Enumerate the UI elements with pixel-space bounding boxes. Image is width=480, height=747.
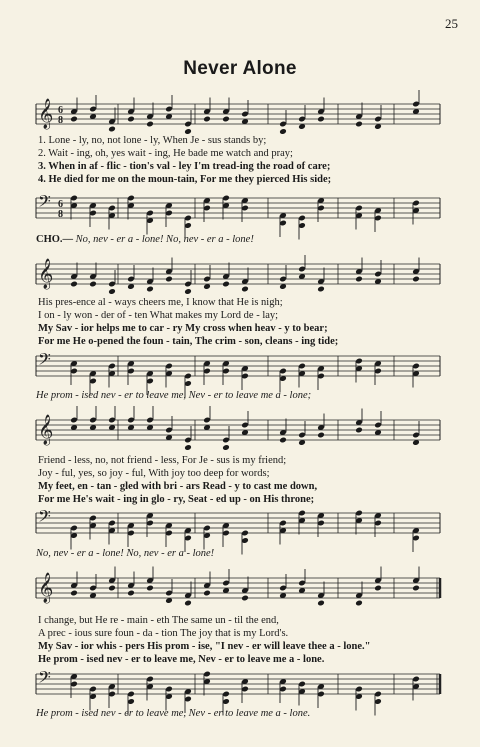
verse-1-line-2: His pres-ence al - ways cheers me, I know that He is nigh; bbox=[38, 297, 283, 308]
time-signature-bottom: 8 bbox=[58, 115, 63, 126]
note-head bbox=[70, 590, 78, 597]
note-head bbox=[70, 116, 78, 123]
time-signature-top: 6 bbox=[58, 105, 63, 116]
chorus-line-3: No, nev - er a - lone! No, nev - er a - lone! bbox=[36, 548, 215, 559]
treble-clef-icon: 𝄞 bbox=[38, 99, 54, 129]
note-head bbox=[355, 276, 363, 283]
time-signature-top: 6 bbox=[58, 199, 63, 210]
note-head bbox=[127, 116, 135, 123]
bass-clef-icon: 𝄢 bbox=[38, 667, 51, 691]
verse-4-line-3: For me He's wait - ing in glo - ry, Seat - ed up - on His throne; bbox=[38, 494, 315, 505]
note-head bbox=[184, 444, 192, 451]
verse-2-line-1: 2. Wait - ing, oh, yes wait - ing, He bade me watch and pray; bbox=[38, 148, 293, 159]
treble-clef-icon: 𝄞 bbox=[38, 573, 54, 603]
note-head bbox=[203, 590, 211, 597]
note-head bbox=[165, 276, 173, 283]
note-head bbox=[374, 585, 382, 592]
note-head bbox=[108, 585, 116, 592]
verse-1-line-4: I change, but He re - main - eth The same un - til the end, bbox=[38, 615, 279, 626]
hymn-title: Never Alone bbox=[183, 58, 297, 79]
verse-4-line-2: For me He o-pened the foun - tain, The crim - son, cleans - ing tide; bbox=[38, 336, 339, 347]
verse-2-line-2: I on - ly won - der of - ten What makes my Lord de - lay; bbox=[38, 310, 279, 321]
note-head bbox=[317, 600, 325, 607]
chorus-label: CHO.— bbox=[36, 234, 74, 245]
verse-4-line-4: He prom - ised nev - er to leave me, Nev - er to leave me a - lone. bbox=[38, 654, 325, 665]
note-head bbox=[279, 437, 287, 444]
chorus-line-4: He prom - ised nev - er to leave me, Nev - er to leave me a - lone. bbox=[36, 708, 311, 719]
treble-clef-icon: 𝄞 bbox=[38, 259, 54, 289]
verse-4-line-1: 4. He died for me on the moun-tain, For me they pierced His side; bbox=[38, 174, 332, 185]
note-head bbox=[222, 116, 230, 123]
note-head bbox=[146, 121, 154, 128]
note-head bbox=[146, 286, 154, 293]
verse-1-line-1: 1. Lone - ly, no, not lone - ly, When Je - sus stands by; bbox=[38, 135, 267, 146]
note-head bbox=[241, 595, 249, 602]
verse-3-line-4: My Sav - ior whis - pers His prom - ise, "I nev - er will leave thee a - lone." bbox=[38, 641, 371, 652]
note-head bbox=[203, 116, 211, 123]
note-head bbox=[70, 281, 78, 288]
verse-2-line-3: Joy - ful, yes, so joy - ful, With joy too deep for words; bbox=[38, 468, 270, 479]
verse-3-line-2: My Sav - ior helps me to car - ry My cross when heav - y to bear; bbox=[38, 323, 328, 334]
chorus-text-1: No, nev - er a - lone! No, nev - er a - lone! bbox=[75, 234, 254, 245]
verse-1-line-3: Friend - less, no, not friend - less, For Je - sus is my friend; bbox=[38, 455, 287, 466]
verse-3-line-3: My feet, en - tan - gled with bri - ars Read - y to cast me down, bbox=[38, 481, 318, 492]
note-head bbox=[241, 286, 249, 293]
page-number: 25 bbox=[445, 16, 458, 31]
bass-clef-icon: 𝄢 bbox=[38, 506, 51, 530]
note-head bbox=[412, 585, 420, 592]
note-head bbox=[317, 432, 325, 439]
note-head bbox=[146, 585, 154, 592]
chorus-line-1 bbox=[36, 234, 444, 245]
note-head bbox=[317, 286, 325, 293]
bass-clef-icon: 𝄢 bbox=[38, 191, 51, 215]
note-head bbox=[355, 600, 363, 607]
note-head bbox=[222, 444, 230, 451]
treble-clef-icon: 𝄞 bbox=[38, 415, 54, 445]
note-head bbox=[89, 281, 97, 288]
note-head bbox=[108, 126, 116, 133]
time-signature-bottom: 8 bbox=[58, 209, 63, 220]
verse-3-line-1: 3. When in af - flic - tion's val - ley I'm tread-ing the road of care; bbox=[38, 161, 331, 172]
note-head bbox=[412, 276, 420, 283]
note-head bbox=[108, 288, 116, 295]
note-head bbox=[355, 427, 363, 434]
note-head bbox=[127, 590, 135, 597]
note-head bbox=[317, 116, 325, 123]
note-head bbox=[355, 121, 363, 128]
note-head bbox=[184, 600, 192, 607]
verse-2-line-4: A prec - ious sure foun - da - tion The joy that is my Lord's. bbox=[38, 628, 289, 639]
chorus-line-2: He prom - ised nev - er to leave me, Nev - er to leave me a - lone; bbox=[36, 390, 312, 401]
bass-clef-icon: 𝄢 bbox=[38, 349, 51, 373]
note-head bbox=[184, 288, 192, 295]
note-head bbox=[222, 281, 230, 288]
